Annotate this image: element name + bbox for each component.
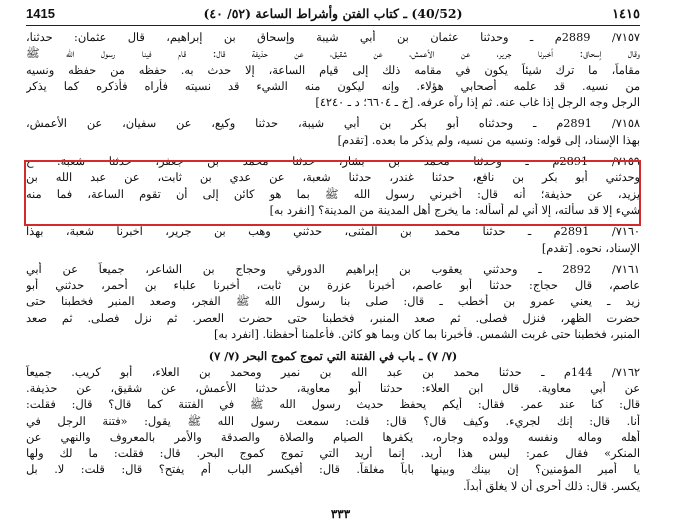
text-line: يا أمير المؤمنين؟ إن بينك وبينها باباً مغلقاً. قال: أفيكسر الباب أم يفتح؟ قال: قلت: لا. بل	[26, 463, 640, 477]
text-line: يكسر. قال: ذلك أحرى أن لا يغلق أبداً.	[462, 479, 640, 493]
text-line: يزيد، عن حذيفة؛ أنه قال: أخبرني رسول الله ﷺ بما هو كائن إلى أن تقوم الساعة، فما منه	[26, 187, 640, 201]
text-line: قال: كنا عند عمر. فقال: أيكم يحفظ حديث رسول الله ﷺ في الفتنة كما قال؟ قال: فقلت:	[26, 398, 640, 412]
header-rule	[26, 25, 640, 26]
text-line: ٧١٦٠/ 2891م ـ حدثنا محمد بن المثنى، حدثني وهب بن جرير، أخبرنا شعبة، بهذا	[26, 225, 640, 239]
hadith-7160	[26, 224, 640, 257]
text-line: بهذا الإسناد، إلى قوله: ونسيه من نسيه، ولم يذكر ما بعده. [تقدم]	[337, 133, 640, 147]
text-line: وحدثني أبو بكر بن نافع، حدثنا غندر، حدثنا شعبة، عن عدي بن ثابت، عن عبد الله بن	[26, 171, 640, 185]
text-line: أهله وماله ونفسه وولده وجاره، يكفرها الصيام والصلاة والصدقة والأمر بالمعروف والنهي عن	[26, 430, 640, 444]
text-line: حضرت الظهر، فنزل فصلى. ثم صعد المنبر، فخطبنا حتى حضرت العصر. ثم نزل فصلى. ثم صعد	[26, 311, 640, 325]
text-line: زيد ـ يعني عمرو بن أخطب ـ قال: صلى بنا رسول الله ﷺ الفجر، وصعد المنبر فخطبنا حتى	[26, 295, 640, 309]
text-line: من نسيه. قد علمه أصحابي هؤلاء. وإنه ليكون منه الشيء قد نسيته فأراه فأذكره كما يذكر	[26, 79, 640, 93]
text-line: مقاماً، ما ترك شيئاً يكون في مقامه ذلك إلى قيام الساعة، إلا حدث به. حفظه من حفظه ونسيه	[26, 63, 640, 77]
text-line: الإسناد، نحوه. [تقدم]	[541, 241, 640, 255]
hadith-7162	[26, 365, 640, 495]
text-line: ٧١٥٧/ 2889م ـ وحدثنا عثمان بن أبي شيبة وإسحاق بن إبراهيم، قال عثمان: حدثنا،	[26, 31, 640, 44]
page-header	[26, 6, 640, 24]
text-line: ٧١٦١/ 2892 ـ وحدثني يعقوب بن إبراهيم الدورقي وحجاج بن الشاعر، جميعاً عن أبي	[26, 262, 640, 276]
text-line: المنبر، فخطبنا حتى غربت الشمس. فأخبرنا بما كان وبما هو كائن. فأعلمنا أحفظنا. [انفرد به]	[213, 328, 640, 342]
text-line: ٧١٥٩/ 2891م ـ وحدثنا محمد بن بشار، حدثنا محمد بن جعفر، حدثنا شعبة. ح	[26, 155, 640, 169]
text-line: عن أبي معاوية. قال ابن العلاء: حدثنا أبو معاوية، حدثنا الأعمش، عن شقيق، عن حذيفة.	[26, 381, 640, 395]
running-title: (40/52) ـ كتاب الفتن وأشراط الساعة (٥٢/ ٤٠)	[203, 6, 463, 21]
text-line: أنا. قال: إنك لجريء. وكيف قال؟ قال: قلت: سمعت رسول الله ﷺ يقول: «فتنة الرجل في	[26, 414, 640, 428]
page-number-arabic: ١٤١٥	[612, 6, 640, 21]
hadith-7161	[26, 262, 640, 343]
text-line: شيء إلا قد سألته، إلا أني لم أسأله: ما يخرج أهل المدينة من المدينة؟ [انفرد به]	[269, 203, 640, 217]
text-line: المنكر» فقال عمر: ليس هذا أريد. إنما أريد التي تموج كموج البحر. قال: فقلت: ما لك ولها	[26, 447, 640, 461]
hadith-7157	[26, 30, 640, 111]
text-line: الرجل وجه الرجل إذا غاب عنه. ثم إذا رآه عرفه. [خ ـ ٦٦٠٤؛ د ـ ٤٢٤٠]	[315, 96, 640, 110]
page-number-latin: 1415	[26, 6, 55, 21]
page-body	[26, 30, 640, 495]
text-line: عاصم، قال حجاج: حدثنا أبو عاصم، أخبرنا عزرة بن ثابت، أخبرنا علباء بن أحمر، حدثني أبو	[26, 279, 640, 293]
text-line: وقال إسحاق: أخبرنا جرير، عن الأعمش، عن شقيق، عن حذيفة قال: قام فينا رسول الله ﷺ	[26, 47, 640, 61]
hadith-7159-highlighted	[26, 154, 640, 219]
page-footer: ٣٣٣	[330, 507, 351, 521]
hadith-7158	[26, 116, 640, 149]
text-line: ٧١٥٨/ 2891م ـ وحدثناه أبو بكر بن أبي شيبة، حدثنا وكيع، عن سفيان، عن الأعمش،	[26, 117, 640, 131]
text-line: ٧١٦٢/ 144م ـ حدثنا محمد بن عبد الله بن نمير ومحمد بن العلاء، أبو كريب. جميعاً	[26, 365, 640, 379]
chapter-heading: (٧/ ٧) ـ باب في الفتنة التي تموج كموج البحر (٧/ ٧)	[208, 349, 458, 364]
